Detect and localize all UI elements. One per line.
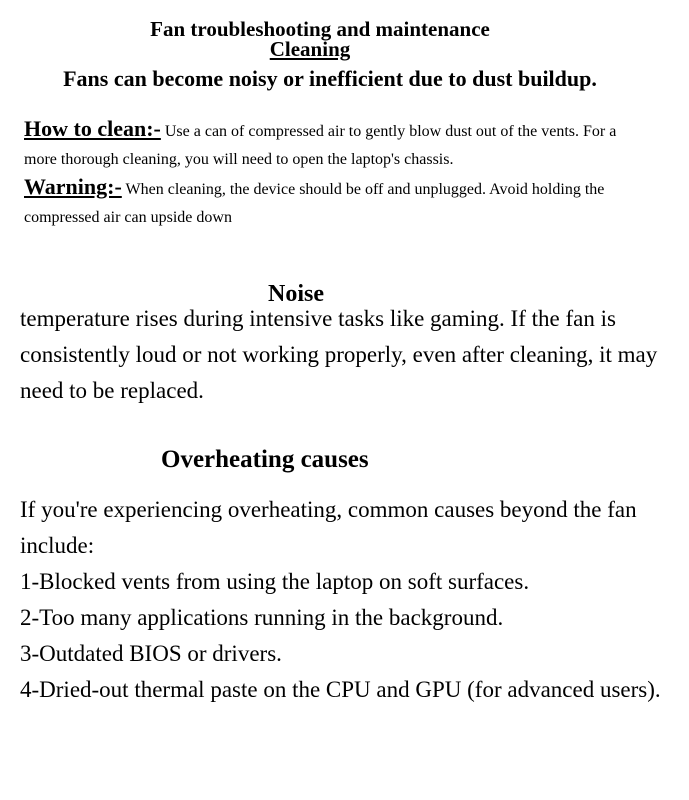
noise-body [20,301,680,409]
overheating-body [20,492,685,708]
noise-line: temperature rises during intensive tasks like gaming. If the fan is [20,306,616,331]
document-title: Fan troubleshooting and maintenance [150,17,490,41]
warning-paragraph [24,173,664,232]
warning-text-2: compressed air can upside down [24,209,232,226]
overheating-heading: Overheating causes [161,446,369,473]
noise-line: consistently loud or not working properly, even after cleaning, it may [20,342,658,367]
how-to-clean-text-2: more thorough cleaning, you will need to open the laptop's chassis. [24,151,454,168]
cleaning-intro: Fans can become noisy or inefficient due to dust buildup. [63,66,597,91]
noise-heading: Noise [268,281,324,307]
how-to-clean-text-1: Use a can of compressed air to gently blow dust out of the vents. For a [160,123,617,140]
cleaning-heading: Cleaning [269,37,351,61]
overheating-list-item: 3-Outdated BIOS or drivers. [20,641,282,666]
overheating-list-item: 1-Blocked vents from using the laptop on soft surfaces. [20,569,530,594]
warning-text-1: When cleaning, the device should be off and unplugged. Avoid holding the [121,181,605,198]
noise-line: need to be replaced. [20,378,204,403]
overheating-list-item: 2-Too many applications running in the background. [20,605,504,630]
how-to-clean-paragraph [24,115,664,174]
how-to-clean-label: How to clean:- [24,116,161,141]
overheating-line: If you're experiencing overheating, common causes beyond the fan [20,497,637,522]
overheating-list-item: 4-Dried-out thermal paste on the CPU and GPU (for advanced users). [20,677,661,702]
overheating-line: include: [20,533,95,558]
warning-label: Warning:- [24,174,122,199]
